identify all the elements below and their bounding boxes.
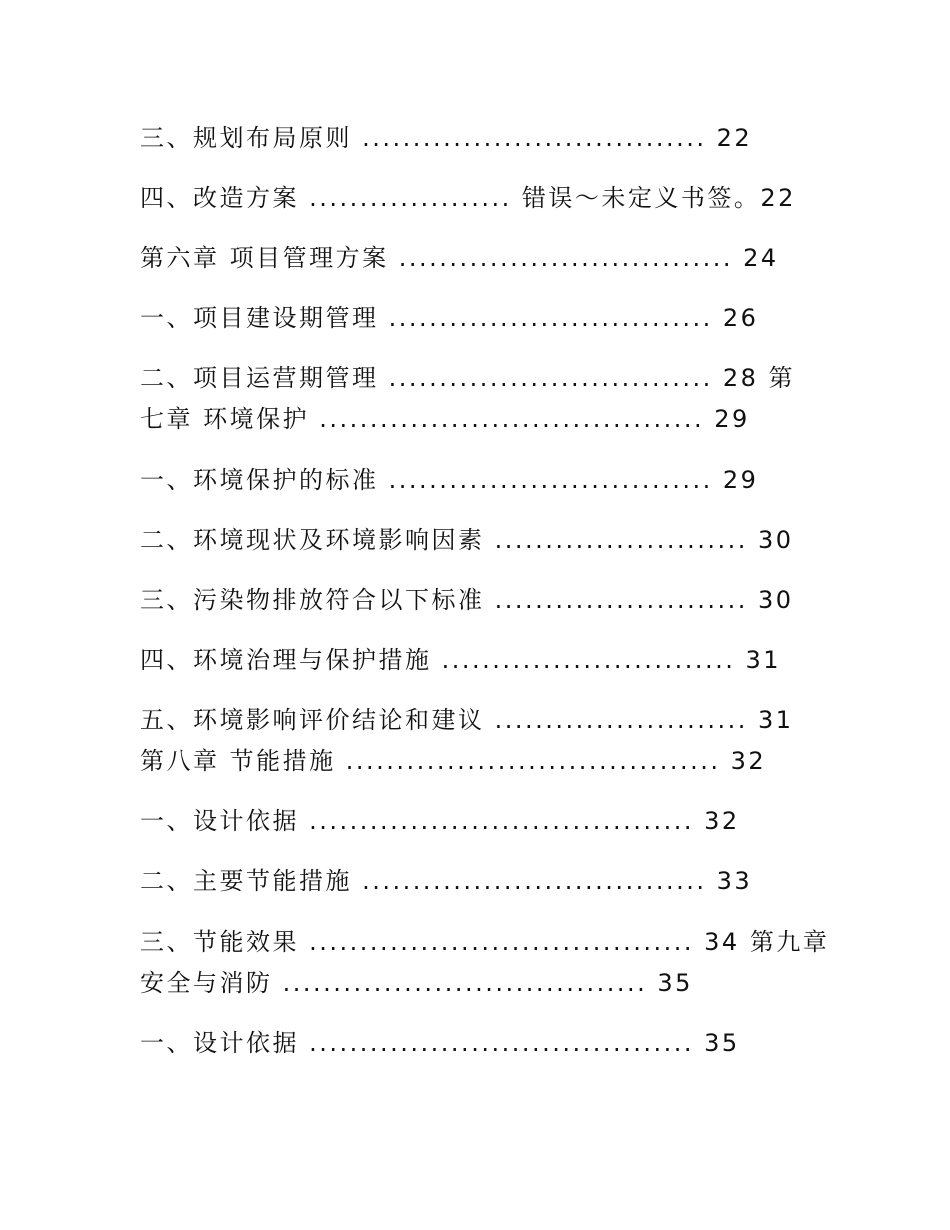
toc-entry: 七章 环境保护 ...................................... 29 [140, 405, 750, 433]
toc-entry: 二、环境现状及环境影响因素 ......................... 30 [140, 526, 794, 554]
toc-entry: 三、节能效果 ...................................... 34 第九章 [140, 928, 830, 956]
toc-entry: 三、规划布局原则 .................................. 22 [140, 124, 753, 152]
toc-entry: 第八章 节能措施 ..................................... 32 [140, 747, 767, 775]
toc-entry: 一、环境保护的标准 ................................ 29 [140, 466, 759, 494]
toc-entry: 四、环境治理与保护措施 ............................. 31 [140, 646, 782, 674]
toc-entry: 一、设计依据 ...................................... 32 [140, 807, 740, 835]
toc-entry: 二、主要节能措施 .................................. 33 [140, 867, 753, 895]
toc-entry: 二、项目运营期管理 ................................ 28 第 [140, 364, 796, 392]
toc-entry: 一、设计依据 ...................................... 35 [140, 1029, 740, 1057]
toc-entry: 安全与消防 .................................... 35 [140, 969, 693, 997]
toc-entry: 一、项目建设期管理 ................................ 26 [140, 304, 759, 332]
toc-entry: 四、改造方案 .................... 错误～未定义书签。22 [140, 184, 796, 212]
toc-entry: 五、环境影响评价结论和建议 ......................... 31 [140, 706, 794, 734]
toc-entry: 第六章 项目管理方案 ................................. 24 [140, 244, 779, 272]
toc-entry: 三、污染物排放符合以下标准 ......................... 30 [140, 586, 794, 614]
